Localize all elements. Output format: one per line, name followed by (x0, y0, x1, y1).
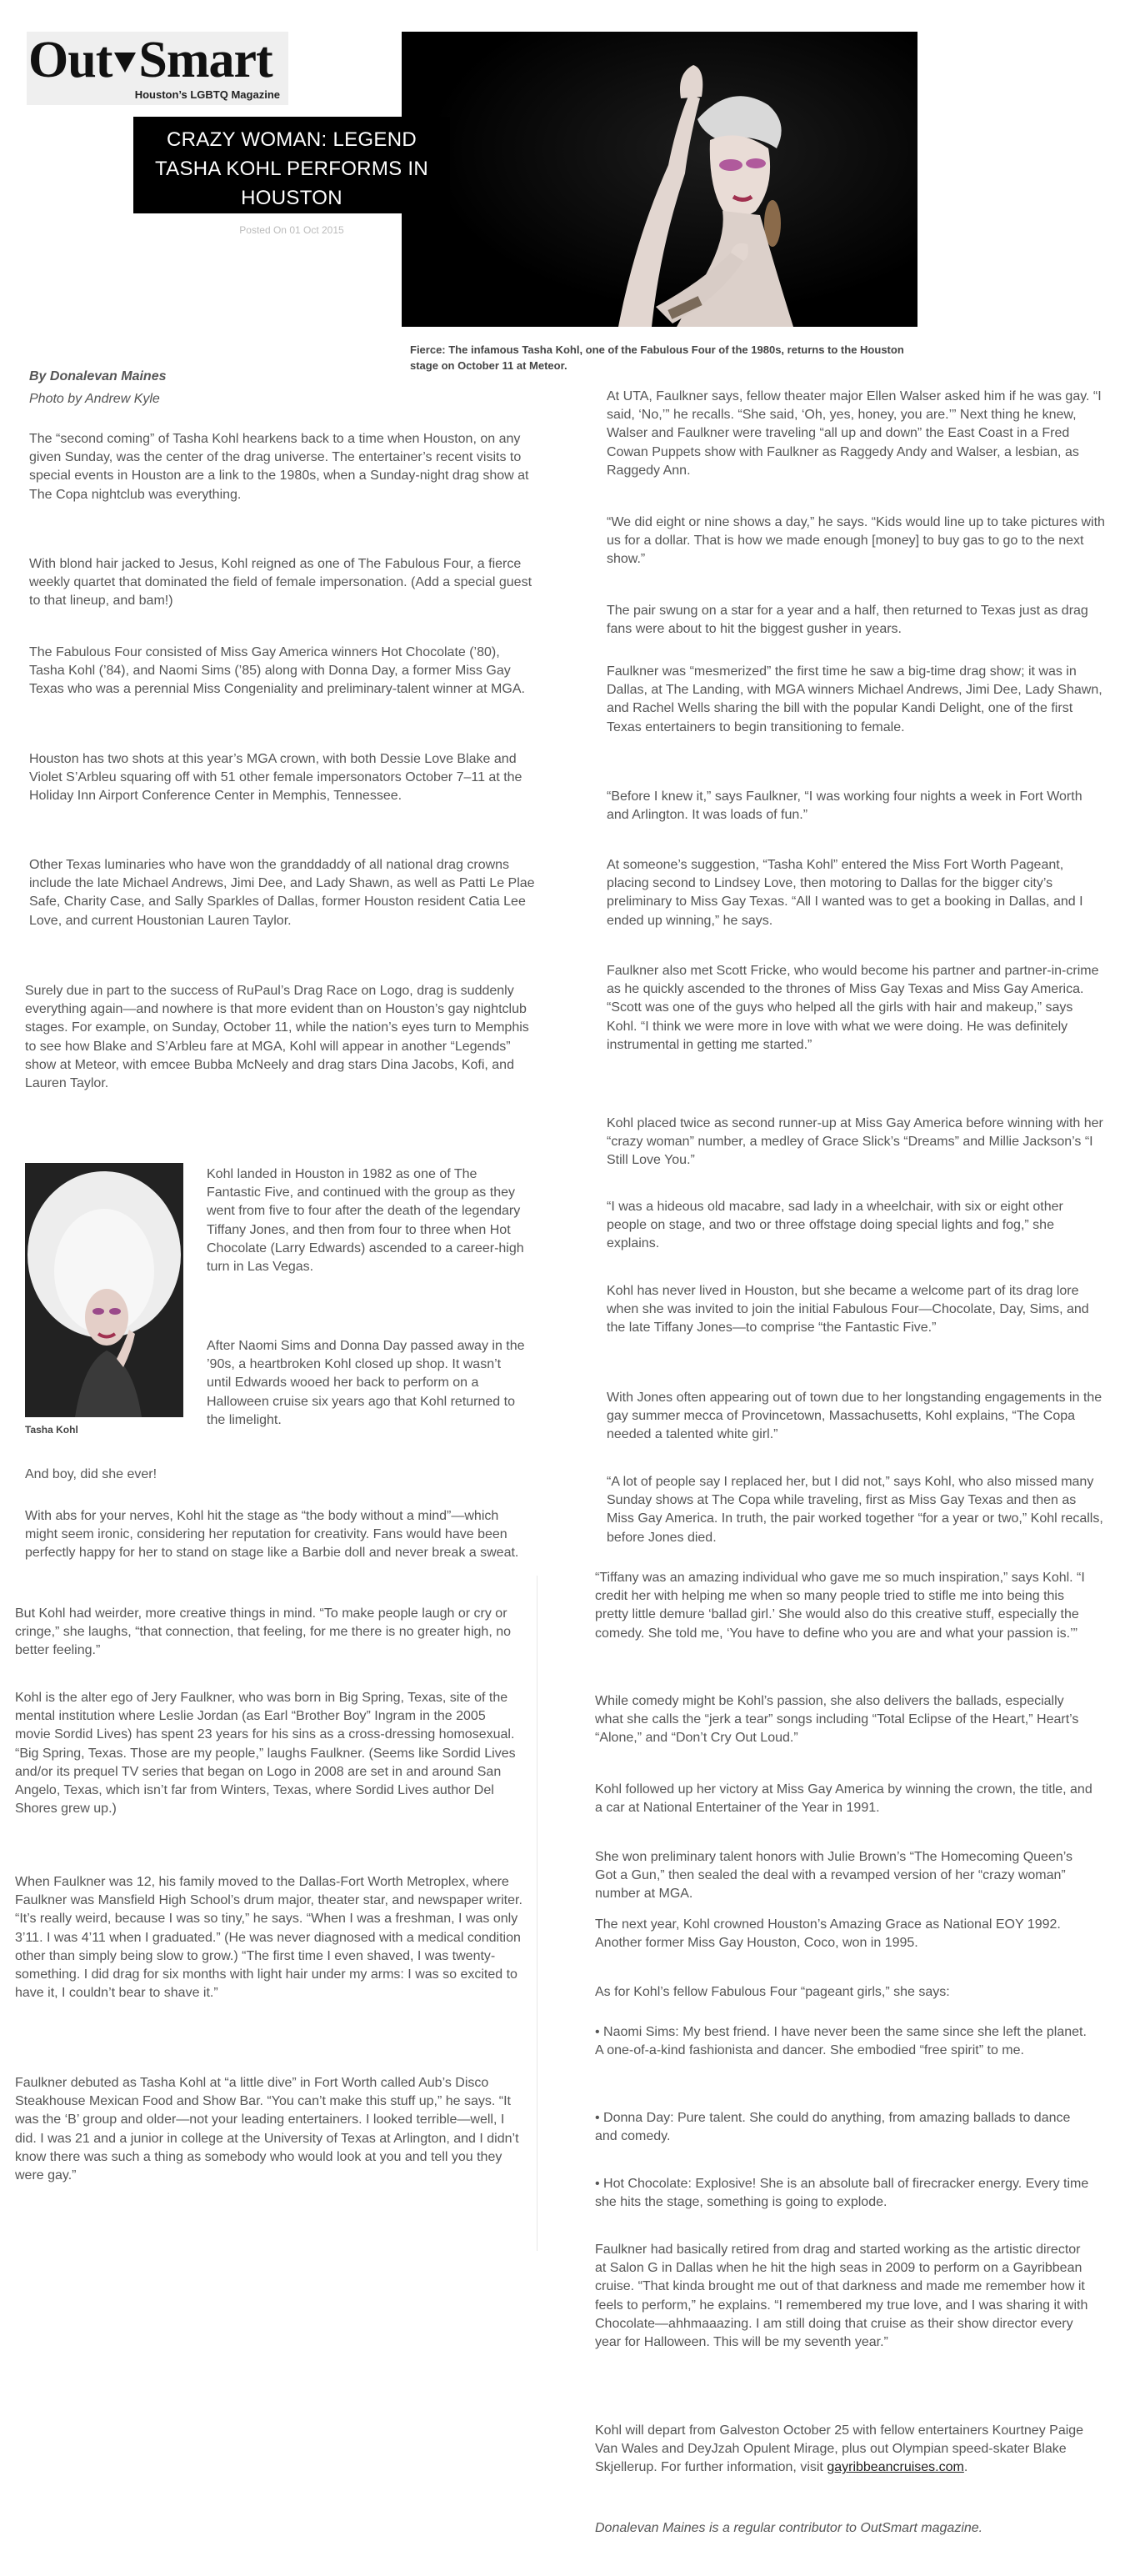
paragraph: Kohl placed twice as second runner-up at Miss Gay America before winning with her “crazy woman” number, a medley of Grace Slick’s “Dreams” and Millie Jackson’s “I Still Love You.” (607, 1116, 1103, 1168)
paragraph: • Naomi Sims: My best friend. I have never been the same since she left the planet. A one-of-a-kind fashionista and dancer. She embodied “free spirit” to me. (595, 2025, 1087, 2058)
cruise-link[interactable]: gayribbeancruises.com (827, 2460, 964, 2475)
paragraph: • Hot Chocolate: Explosive! She is an absolute ball of firecracker energy. Every time she hits the stage, something is going to explode. (595, 2177, 1089, 2210)
logo-triangle-icon (114, 53, 136, 73)
hero-photo (402, 32, 918, 327)
paragraph (29, 555, 538, 611)
inset-caption: Tasha Kohl (25, 1424, 78, 1436)
article-byline: By Donalevan Maines (29, 369, 167, 383)
paragraph: “A lot of people say I replaced her, but I did not,” says Kohl, who also missed many Sunday shows at The Copa while traveling, first as Miss Gay Texas and then as Miss Gay America. In truth, the pair worked together “for a year or two,” Kohl recalls, before Jones died. (607, 1475, 1103, 1545)
paragraph: After Naomi Sims and Donna Day passed away in the ’90s, a heartbroken Kohl closed up shop. It wasn’t until Edwards wooed her back to perform on a Halloween cruise six years ago that Kohl returned to the limelight. (207, 1339, 525, 1427)
paragraph: “I was a hideous old macabre, sad lady in a wheelchair, with six or eight other people on stage, and two or three offstage doing special lights and fog,” she explains. (607, 1200, 1063, 1251)
paragraph-text: With blond hair jacked to Jesus, Kohl reigned as one of The Fabulous Four, a fierce weekly quartet that dominated the field of female impersonation. (Add a special guest to that lineup, and bam!) (29, 557, 532, 609)
paragraph: As for Kohl’s fellow Fabulous Four “pageant girls,” she says: (595, 1985, 950, 1999)
article-title-box (133, 117, 450, 236)
paragraph: Surely due in part to the success of RuPaul’s Drag Race on Logo, drag is suddenly everything again—and nowhere is that more evident than on Houston’s gay nightclub stages. For example, on Sunday, October 11, while the nation’s eyes turn to Memphis to see how Blake and S’Arbleu fare at MGA, Kohl will appear in another “Legends” show at Meteor, with emcee Bubba McNeely and drag stars Dina Jacobs, Kofi, and Lauren Taylor. (25, 984, 529, 1091)
column-divider (537, 1576, 538, 2251)
paragraph: Kohl will depart from Galveston October 25 with fellow entertainers Kourtney Paige Van Wales and DeyJzah Opulent Mirage, plus out Olympian speed-skater Blake Skjellerup. For further information, visit gayribbeancruises.com. (595, 2423, 1084, 2475)
paragraph: Faulkner had basically retired from drag and started working as the artistic director at Salon G in Dallas when he hit the high seas in 2009 to perform on a Gayribbean cruise. “That kinda brought me out of that darkness and made me remember how it feels to perform,” he explains. “I remembered my true love, and I was sharing it with Chocolate—ahhmaaazing. I am still doing that cruise as their show director every year for Halloween. This will be my seventh year.” (595, 2243, 1088, 2350)
paragraph: The next year, Kohl crowned Houston’s Amazing Grace as National EOY 1992. Another former Miss Gay Houston, Coco, won in 1995. (595, 1917, 1061, 1951)
paragraph: But Kohl had weirder, more creative things in mind. “To make people laugh or cry or cringe,” she laughs, “that connection, that feeling, for me there is no greater high, no better feeling.” (15, 1606, 512, 1658)
logo-out: Out (28, 32, 112, 88)
paragraph: Faulkner debuted as Tasha Kohl at “a little dive” in Fort Worth called Aub’s Disco Steakhouse Mexican Food and Show Bar. “You can’t make this stuff up,” he says. “It was the ‘B’ group and older—not your leading entertainers. I looked terrible—well, I did. I was 21 and a junior in college at the University of Texas at Arlington, and I didn’t know there was such a thing as somebody who would look at you and tell you they were gay.” (15, 2076, 519, 2183)
paragraph: She won preliminary talent honors with Julie Brown’s “The Homecoming Queen’s Got a Gun,” then sealed the deal with a revamped version of her “crazy woman” number at MGA. (595, 1850, 1073, 1902)
posted-date: Posted On 01 Oct 2015 (239, 224, 344, 236)
paragraph: Faulkner was “mesmerized” the first time he saw a big-time drag show; it was in Dallas, at The Landing, with MGA winners Michael Andrews, Jimi Dee, Lady Shawn, and Rachel Wells sharing the bill with the popular Kandi Delight, one of the first Texas entertainers to begin transitioning to female. (607, 664, 1102, 734)
paragraph: Faulkner also met Scott Fricke, who would become his partner and partner-in-crime as he quickly ascended to the thrones of Miss Gay Texas and Miss Gay America. “Scott was one of the guys who helped all the girls with hair and makeup,” says Kohl. “I think we were more in love with what we were doing. He was definitely instrumental in getting me started.” (607, 964, 1099, 1052)
paragraph-text: Kohl will depart from Galveston October 25 with fellow entertainers Kourtney Paige Van Wales and DeyJzah Opulent Mirage, plus out Olympian speed-skater Blake Skjellerup. For further information, visit (595, 2423, 1084, 2475)
paragraph: The Fabulous Four consisted of Miss Gay America winners Hot Chocolate (’80), Tasha Kohl (’84), and Naomi Sims (’85) along with Donna Day, a former Miss Gay Texas who was a perennial Miss Congeniality and preliminary-talent winner at MGA. (29, 645, 525, 697)
inset-photo (25, 1163, 183, 1417)
paragraph: When Faulkner was 12, his family moved to the Dallas-Fort Worth Metroplex, where Faulkner was Mansfield High School’s drum major, theater star, and newspaper writer. “It’s really weird, because I was so tiny,” he says. “When I was a freshman, I was only 3’11. I was 4’11 when I graduated.” (He was never diagnosed with a medical condition other than simply being slow to grow.) “The first time I even shaved, I was twenty-something. I did drag for six months with light hair under my arms: I was so excited to have it, I couldn’t bear to shave it.” (15, 1875, 522, 2001)
paragraph: Kohl has never lived in Houston, but she became a welcome part of its drag lore when she was invited to join the initial Fabulous Four—Chocolate, Day, Sims, and the late Tiffany Jones—to comprise “the Fantastic Five.” (607, 1284, 1089, 1336)
logo-wordmark (28, 33, 272, 87)
author-note: Donalevan Maines is a regular contributor to OutSmart magazine. (595, 2521, 983, 2535)
paragraph: “Tiffany was an amazing individual who gave me so much inspiration,” says Kohl. “I credit her with helping me when so many people tried to stifle me into being this pretty little demure ‘ballad girl.’ She would also do this creative stuff, especially the comedy. She told me, ‘You have to define who you are and what your passion is.’” (595, 1571, 1085, 1641)
paragraph: With abs for your nerves, Kohl hit the stage as “the body without a mind”—which might seem ironic, considering her reputation for creativity. Fans would have been perfectly happy for her to stand on stage like a Barbie doll and never break a sweat. (25, 1509, 519, 1561)
site-logo[interactable] (27, 32, 288, 105)
hero-caption: Fierce: The infamous Tasha Kohl, one of the Fabulous Four of the 1980s, returns to the Houston stage on October 11 at Meteor. (410, 343, 904, 372)
paragraph: “Before I knew it,” says Faulkner, “I was working four nights a week in Fort Worth and Arlington. It was loads of fun.” (607, 789, 1082, 823)
page-title: CRAZY WOMAN: LEGEND TASHA KOHL PERFORMS IN HOUSTON (155, 128, 428, 209)
logo-tagline: Houston’s LGBTQ Magazine (134, 88, 280, 101)
paragraph: And boy, did she ever! (25, 1467, 158, 1481)
paragraph: “We did eight or nine shows a day,” he says. “Kids would line up to take pictures with us for a dollar. That is how we made enough [money] to buy gas to go to the next show.” (607, 515, 1105, 567)
logo-smart: Smart (138, 32, 272, 88)
paragraph: Kohl followed up her victory at Miss Gay America by winning the crown, the title, and a car at National Entertainer of the Year in 1991. (595, 1782, 1092, 1816)
paragraph: Kohl is the alter ego of Jery Faulkner, who was born in Big Spring, Texas, site of the mental institution where Leslie Jordan (as Earl “Brother Boy” Ingram in the 2005 movie Sordid Lives) has spent 23 years for his sins as a cross-dressing homosexual. “Big Spring, Texas. Those are my people,” laughs Faulkner. (Seems like Sordid Lives and/or its prequel TV series that began on Logo in 2008 are set in and around San Angelo, Texas, which isn’t far from Winters, Texas, where Sordid Lives author Del Shores grew up.) (15, 1691, 516, 1817)
hero-portrait-illustration (402, 32, 918, 327)
photo-credit: Photo by Andrew Kyle (29, 392, 160, 406)
paragraph: Kohl landed in Houston in 1982 as one of The Fantastic Five, and continued with the group as they went from five to four after the death of the legendary Tiffany Jones, and then from four to three when Hot Chocolate (Larry Edwards) ascended to a career-high turn in Las Vegas. (207, 1167, 524, 1275)
paragraph: Other Texas luminaries who have won the granddaddy of all national drag crowns include the late Michael Andrews, Jimi Dee, and Lady Shawn, as well as Patti Le Plae Safe, Charity Case, and Sally Sparkles of Dallas, former Houston resident Catia Lee Love, and current Houstonian Lauren Taylor. (29, 858, 535, 928)
paragraph: Houston has two shots at this year’s MGA crown, with both Dessie Love Blake and Violet S’Arbleu squaring off with 51 other female impersonators October 7–11 at the Holiday Inn Airport Conference Center in Memphis, Tennessee. (29, 752, 522, 804)
paragraph: While comedy might be Kohl’s passion, she also delivers the ballads, especially what she calls the “jerk a tear” songs including “Total Eclipse of the Heart,” Heart’s “Alone,” and “Don’t Cry Out Loud.” (595, 1694, 1079, 1746)
paragraph: The “second coming” of Tasha Kohl hearkens back to a time when Houston, on any given Sunday, was the center of the drag universe. The entertainer’s recent visits to special events in Houston are a link to the 1980s, when a Sunday-night drag show at The Copa nightclub was everything. (29, 432, 529, 502)
paragraph: With Jones often appearing out of town due to her longstanding engagements in the gay summer mecca of Provincetown, Massachusetts, Kohl explains, “The Copa needed a talented white girl.” (607, 1391, 1102, 1442)
paragraph: At UTA, Faulkner says, fellow theater major Ellen Walser asked him if he was gay. “I said, ‘No,’” he recalls. “She said, ‘Oh, yes, honey, you are.’” Next thing he knew, Walser and Faulkner were traveling “all up and down” the East Coast in a Fred Cowan Puppets show with Faulkner as Raggedy Andy and Walser, a lesbian, as Raggedy Ann. (607, 389, 1102, 478)
paragraph: At someone’s suggestion, “Tasha Kohl” entered the Miss Fort Worth Pageant, placing second to Lindsey Love, then motoring to Dallas for the bigger city’s preliminary to Miss Gay Texas. “All I wanted was to get a booking in Dallas, and I ended up winning,” he says. (607, 858, 1083, 928)
paragraph: The pair swung on a star for a year and a half, then returned to Texas just as drag fans were about to hit the biggest gusher in years. (607, 604, 1088, 637)
paragraph: • Donna Day: Pure talent. She could do anything, from amazing ballads to dance and comedy. (595, 2111, 1071, 2144)
inset-portrait-illustration (25, 1163, 183, 1417)
